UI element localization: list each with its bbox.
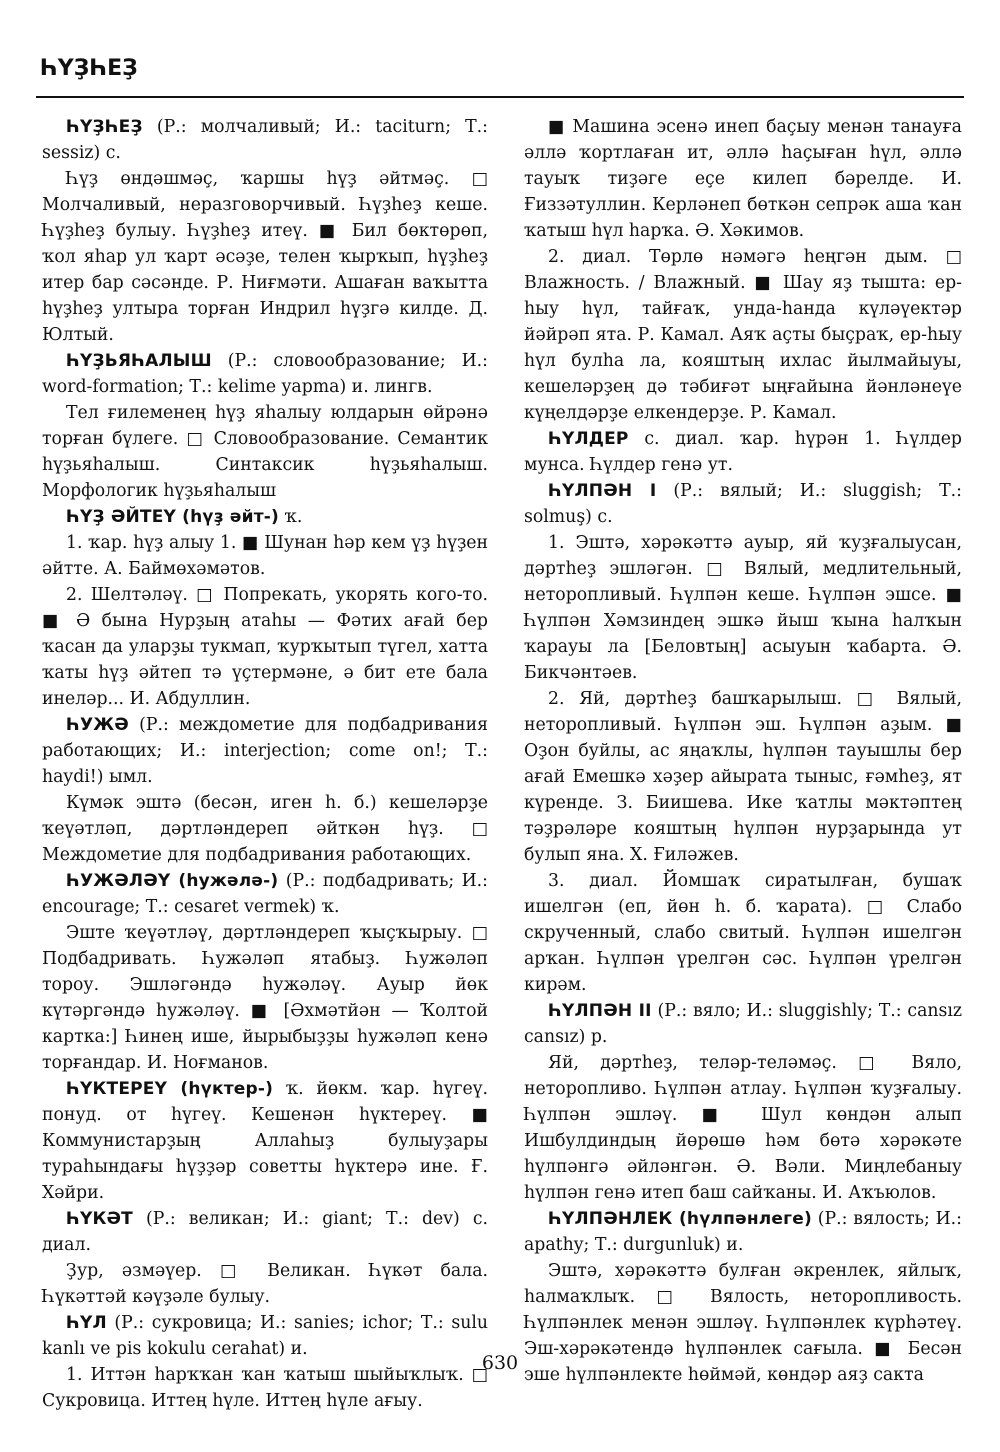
dictionary-entry — [42, 712, 488, 868]
headword: ҺҮЛДЕР — [548, 429, 629, 449]
entry-text: Эште ҡеүәтләү, дәртләндереп ҡыҫҡырыу. □ Подбадривать. Һужәләп ятабыҙ. Һужәләп тороу. Эшләгәндә һужәләү. Ауыр йөк күтәргәндә һужәләү. ■ [Әхмәтйән — Ҡолтой картка:] Һинең ише, йырыбыҙҙы һужәләп кенә торғандар. И. Ноғманов. — [42, 923, 488, 1073]
entry-text: 3. диал. Йомшаҡ сиратылған, бушаҡ ишелгән (еп, йөн һ. б. ҡарата). □ Слабо скрученный, слабо свитый. Һүлпән ишелгән арҡан. Һүлпән үрелгән сәс. Һүлпән үрелгән кирәм. — [524, 871, 962, 995]
dictionary-entry — [42, 114, 488, 348]
entry-text: (Р.: вялый; И.: sluggish; Т.: solmuş) с. — [524, 481, 962, 527]
left-column — [42, 114, 488, 1414]
entry-text: (Р.: молчаливый; И.: taciturn; Т.: sessiz) с. — [42, 117, 488, 163]
entry-text: (Р.: словообразование; И.: word-formation; Т.: kelime yapma) и. лингв. — [42, 351, 488, 397]
entry-text: (Р.: сукровица; И.: sanies; ichor; Т.: sulu kanlı ve pis kokulu cerahat) и. — [42, 1313, 488, 1359]
headword: ҺУЖӘ — [66, 715, 129, 735]
entry-text: 2. диал. Төрлө нәмәгә һеңгән дым. □ Влажность. / Влажный. ■ Шау яҙ тышта: ер-һыу һүл, тайғаҡ, унда-һанда күләүектәр йәйрәп ята. Р. Камал. Аяҡ аçты быçраҡ, ер-һыу һүл булһа ла, кояштың ихлас йылмайыуы, кешеләрҙең дә тәбиғәт ыңғайына йәнләнеүе күңелдәрҙе елкендерҙе. Р. Камал. — [524, 247, 962, 423]
dictionary-entry — [42, 868, 488, 1076]
headword: ҺҮҘ ӘЙТЕҮ (һүҙ әйт-) — [66, 507, 280, 527]
entry-text: ҡ. йөкм. ҡар. һүгеү. понуд. от һүгеү. Кешенән һүктереү. ■ Коммунистарҙың Аллаһыҙ булыуҙары тураһындағы һүҙҙәр советты һүктерә ине. Ғ. Хәйри. — [42, 1079, 488, 1203]
headword: ҺУЖӘЛӘҮ (һужәлә-) — [66, 871, 279, 891]
headword: ҺҮҘЬЯҺАЛЫШ — [66, 351, 212, 371]
entry-text: (Р.: великан; И.: giant; Т.: dev) с. диал. — [42, 1209, 488, 1255]
headword: ҺҮЛПӘН I — [548, 481, 657, 501]
entry-text: (Р.: вялость; И.: apathy; Т.: durgunluk) и. — [524, 1209, 963, 1255]
entry-text: Тел ғилеменең һүҙ яһалыу юлдарын өйрәнә торған бүлеге. □ Словообразование. Семантик һүҙьяһалыш. Синтаксик һүҙьяһалыш. Морфологик һүҙьяһалыш — [42, 403, 488, 501]
entry-text: Күмәк эштә (бесән, иген һ. б.) кешеләрҙе ҡеүәтләп, дәртләндереп әйткән һүҙ. □ Междометие для подбадривания работающих. — [42, 793, 488, 865]
entry-text: 1. ҡар. һүҙ алыу 1. ■ Шунан һәр кем үҙ һүҙен әйтте. А. Баймөхәмәтов. — [42, 533, 488, 579]
entry-text: ҡ. — [284, 507, 303, 527]
entry-text: Эштә, хәрәкәттә булған әкренлек, яйлыҡ, һалмаҡлыҡ. □ Вялость, неторопливость. Һүлпәнлек менән эшләү. Һүлпәнлек күрһәтеү. Эш-хәрәкәтендә һүлпәнлек сағыла. ■ Бесән эше һүлпәнлекте һөймәй, көндәр аяҙ сакта — [524, 1261, 962, 1385]
page-header — [36, 46, 964, 98]
page-number: 630 — [481, 1352, 519, 1374]
entry-text: 1. Эштә, хәрәкәттә ауыр, яй ҡуҙғалыусан, дәртһеҙ эшләгән. □ Вялый, медлительный, неторопливый. Һүлпән кеше. Һүлпән эшсе. ■ Һүлпән Хәмзиндең эшкә йыш ҡына һалҡын ҡарауы ла [Беловтың] асыуын ҡабарта. Ә. Бикчәнтәев. — [524, 533, 962, 683]
headword: ҺҮКТЕРЕҮ (һүктер-) — [66, 1079, 274, 1099]
entry-text: 2. Шелтәләү. □ Попрекать, укорять кого-то. ■ Ә бына Нурҙың атаһы — Фәтих ағай бер ҡасан да уларҙы тукмап, ҡурҡытып түгел, хатта ҡаты һүҙ әйтеп тә үҫтермәне, ә бит ете бала инеләр... И. Абдуллин. — [42, 585, 488, 709]
entry-text: Һүҙ өндәшмәç, ҡаршы һүҙ әйтмәç. □ Молчаливый, неразговорчивый. Һүҙһеҙ кеше. Һүҙһеҙ булыу. Һүҙһеҙ итеү. ■ Бил бөктөрөп, ҡол яһар ул ҡарт әсәҙе, телен ҡырҡып, һүҙһеҙ итер бар сәсәнде. Р. Ниғмәти. Ашаған ваҡытта һүҙһеҙ ултыра торған Индрил һүҙгә килде. Д. Юлтый. — [42, 169, 488, 345]
right-column — [524, 114, 962, 1388]
entry-text: 1. Иттән һарҡҡан ҡан ҡатыш шыйыҡлыҡ. □ Сукровица. Иттең һүле. Иттең һүле ағыу. — [42, 1365, 488, 1411]
entry-text: (Р.: междометие для подбадривания работающих; И.: interjection; come on!; Т.: haydi!) ымл. — [42, 715, 488, 787]
dictionary-entry — [42, 504, 488, 712]
dictionary-entry — [524, 478, 962, 998]
entry-text: Ҙур, әзмәүер. □ Великан. Һүкәт бала. Һүкәттәй кәүҙәле булыу. — [42, 1261, 488, 1307]
entry-text: с. диал. ҡар. һүрән 1. Һүлдер мунса. Һүлдер генә ут. — [524, 429, 962, 475]
headword: ҺҮЛПӘН II — [548, 1001, 652, 1021]
dictionary-entry — [42, 1206, 488, 1310]
running-head: ҺҮҘҺЕҘ — [40, 56, 138, 81]
entry-text: 2. Яй, дәртһеҙ башҡарылыш. □ Вялый, неторопливый. Һүлпән эш. Һүлпән аҙым. ■ Оҙон буйлы, ас яңаҡлы, һүлпән тауышлы бер ағай Емешкә хәҙер айырата тыныс, ғәмһеҙ, ят күренде. З. Биишева. Ике ҡатлы мәктәптең тәҙрәләре кояштың һүлпән нурҙарында ут булып яна. Х. Ғиләжев. — [524, 689, 962, 865]
dictionary-entry — [524, 998, 962, 1206]
headword: ҺҮЛ — [66, 1313, 107, 1333]
dictionary-entry — [42, 348, 488, 504]
entry-continuation: ■ Машина эсенә инеп баçыу менән танауға әллә ҡортлаған ит, әллә һаçыған һүл, әллә тауыҡ тиҙәге еçе килеп бәрелде. И. Ғиззәтуллин. Керләнеп бөткән сепрәк аша ҡан ҡатыш һүл һарҡа. Ә. Хәкимов. — [524, 117, 962, 241]
dictionary-entry — [42, 1076, 488, 1206]
dictionary-entry — [524, 426, 962, 478]
entry-text: (Р.: подбадривать; И.: encourage; Т.: cesaret vermek) ҡ. — [42, 871, 488, 917]
dictionary-entry — [524, 114, 962, 426]
entry-text: Яй, дәртһеҙ, теләр-теләмәç. □ Вяло, неторопливо. Һүлпән атлау. Һүлпән ҡуҙғалыу. Һүлпән эшләү. ■ Шул көндән алып Ишбулдиндың йөрөшө һәм бөтә хәрәкәте һүлпәнгә әйләнгән. Ә. Вәли. Миңлебаныу һүлпән генә итеп баш сайҡаны. И. Аҡъюлов. — [524, 1053, 962, 1203]
headword: ҺҮҘҺЕҘ — [66, 117, 143, 137]
headword: ҺҮКӘТ — [66, 1209, 133, 1229]
headword: ҺҮЛПӘНЛЕК (һүлпәнлеге) — [548, 1209, 812, 1229]
entry-text: (Р.: вяло; И.: sluggishly; Т.: cansız cansız) р. — [524, 1001, 962, 1047]
